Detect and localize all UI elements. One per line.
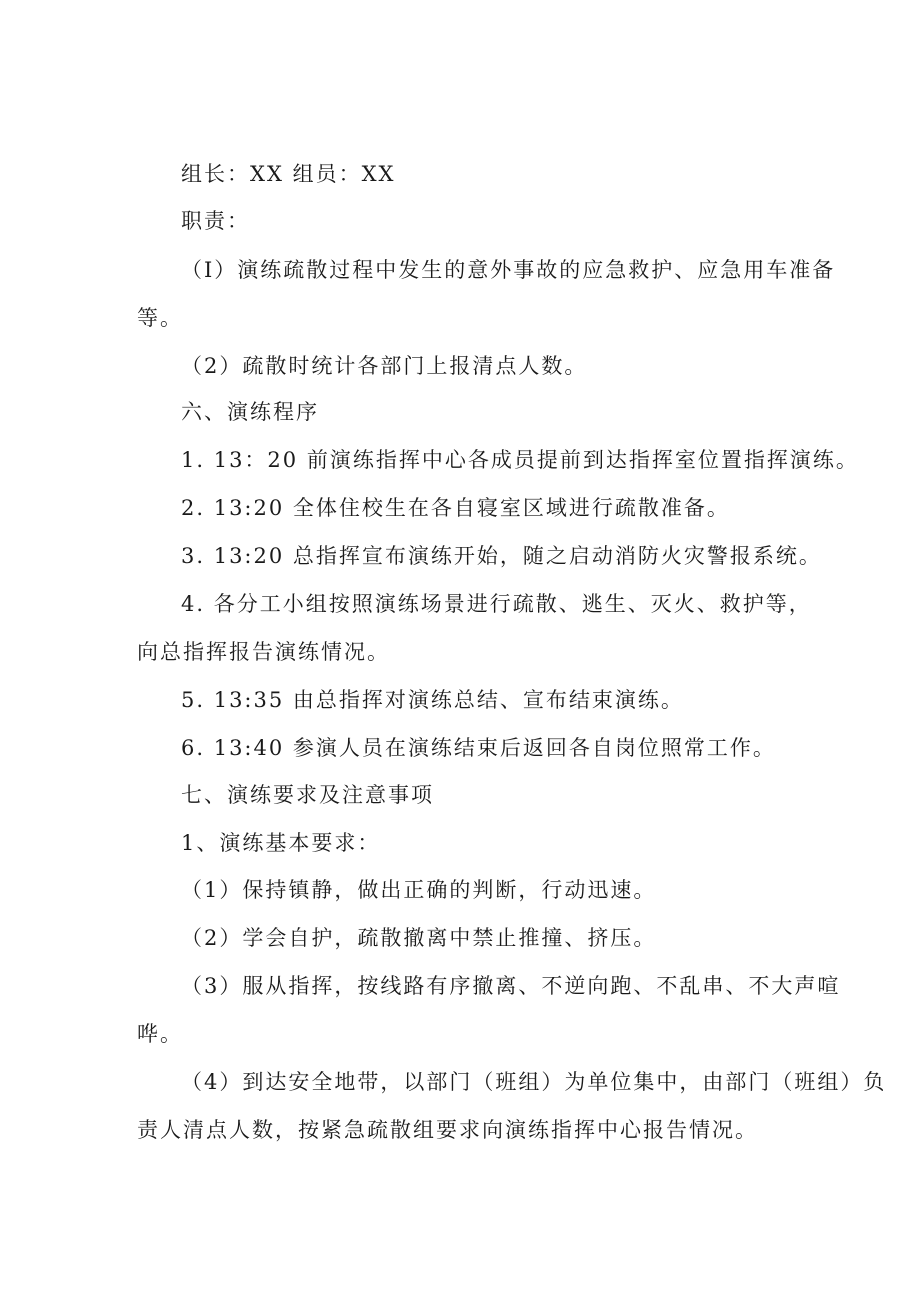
text-line-procedure-1: 1. 13：20 前演练指挥中心各成员提前到达指挥室位置指挥演练。 xyxy=(181,448,859,472)
section-heading-procedure: 六、演练程序 xyxy=(181,400,319,424)
text-line-team-leader: 组长：XX 组员：XX xyxy=(181,162,396,186)
text-line-requirement-2: （2）学会自护，疏散撤离中禁止推撞、挤压。 xyxy=(181,926,657,950)
text-line-procedure-5: 5. 13:35 由总指挥对演练总结、宣布结束演练。 xyxy=(181,688,684,712)
text-line-requirement-4-cont: 责人清点人数，按紧急疏散组要求向演练指挥中心报告情况。 xyxy=(137,1118,758,1142)
text-line-procedure-3: 3. 13:20 总指挥宣布演练开始，随之启动消防火灾警报系统。 xyxy=(181,544,822,568)
text-line-procedure-4-cont: 向总指挥报告演练情况。 xyxy=(137,640,390,664)
text-line-requirement-1: （1）保持镇静，做出正确的判断，行动迅速。 xyxy=(181,878,657,902)
text-line-requirement-3: （3）服从指挥，按线路有序撤离、不逆向跑、不乱串、不大声喧 xyxy=(181,974,841,998)
text-line-procedure-2: 2. 13:20 全体住校生在各自寝室区域进行疏散准备。 xyxy=(181,496,730,520)
text-line-procedure-4: 4. 各分工小组按照演练场景进行疏散、逃生、灭火、救护等， xyxy=(181,592,812,616)
section-heading-requirements: 七、演练要求及注意事项 xyxy=(181,783,434,807)
text-line-requirement-3-cont: 哗。 xyxy=(137,1022,183,1046)
text-line-duty-1: （I）演练疏散过程中发生的意外事故的应急救护、应急用车准备 xyxy=(181,258,836,282)
text-line-duties-heading: 职责： xyxy=(181,209,250,233)
text-line-basic-requirements: 1、演练基本要求： xyxy=(181,831,381,855)
text-line-requirement-4: （4）到达安全地带，以部门（班组）为单位集中，由部门（班组）负 xyxy=(181,1070,887,1094)
text-line-duty-1-cont: 等。 xyxy=(137,306,183,330)
text-line-procedure-6: 6. 13:40 参演人员在演练结束后返回各自岗位照常工作。 xyxy=(181,736,776,760)
text-line-duty-2: （2）疏散时统计各部门上报清点人数。 xyxy=(181,354,588,378)
